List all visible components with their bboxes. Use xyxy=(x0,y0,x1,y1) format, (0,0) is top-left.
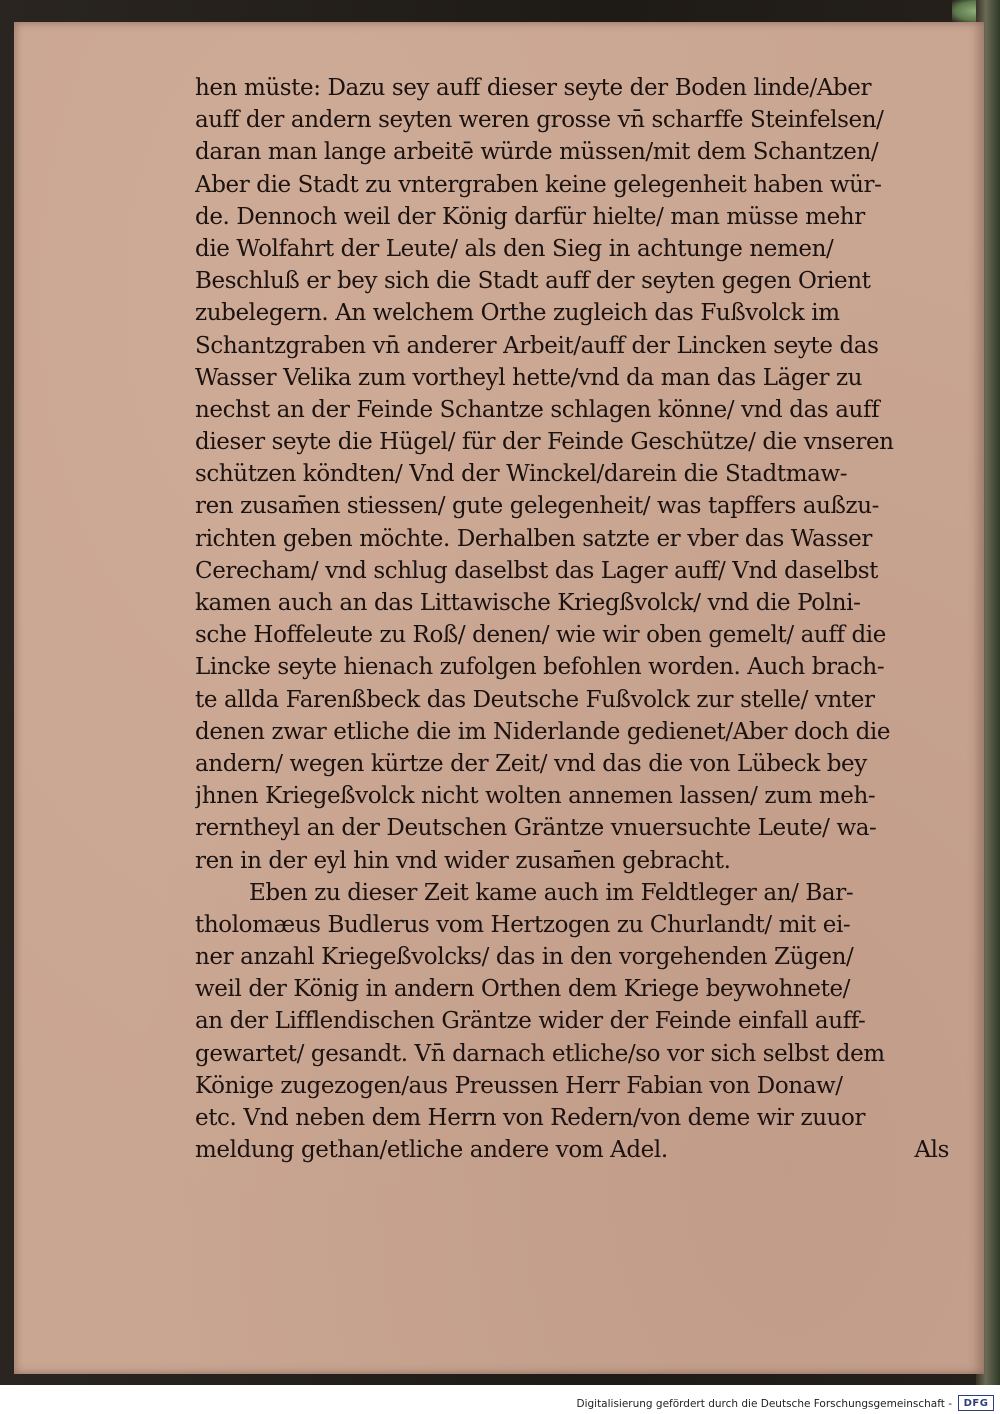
text-line: kamen auch an das Littawische Kriegßvolck/ vnd die Polni- xyxy=(195,590,861,616)
text-line-final xyxy=(195,1134,955,1166)
text-line: Beschluß er bey sich die Stadt auff der seyten gegen Orient xyxy=(195,268,871,295)
footer-credit: Digitalisierung gefördert durch die Deutsche Forschungsgemeinschaft - xyxy=(576,1398,952,1410)
text-line: denen zwar etliche die im Niderlande gedienet/Aber doch die xyxy=(195,718,891,745)
text-line: hen müste: Dazu sey auff dieser seyte der Boden linde/Aber xyxy=(195,75,872,101)
text-line: meldung gethan/etliche andere vom Adel. xyxy=(195,1137,668,1164)
text-line: schützen köndten/ Vnd der Winckel/darein die Stadtmaw- xyxy=(195,461,848,488)
dfg-logo: DFG xyxy=(958,1395,994,1411)
text-line: tholomæus Budlerus vom Hertzogen zu Churlandt/ mit ei- xyxy=(195,911,851,938)
text-line: te allda Farenßbeck das Deutsche Fußvolck zur stelle/ vnter xyxy=(195,686,875,713)
text-line: Schantzgraben vn̄ anderer Arbeit/auff der Lincken seyte das xyxy=(195,332,879,359)
text-line: etc. Vnd neben dem Herrn von Redern/von deme wir zuuor xyxy=(195,1105,866,1131)
text-line: Cerecham/ vnd schlug daselbst das Lager auff/ Vnd daselbst xyxy=(195,557,878,584)
text-line: ren zusam̄en stiessen/ gute gelegenheit/ was tapffers außzu- xyxy=(195,493,879,520)
text-line: Lincke seyte hienach zufolgen befohlen worden. Auch brach- xyxy=(195,654,885,681)
catchword: Als xyxy=(914,1137,949,1164)
text-line: de. Dennoch weil der König darfür hielte/ man müsse mehr xyxy=(195,203,865,230)
text-line: rerntheyl an der Deutschen Gräntze vnuersuchte Leute/ wa- xyxy=(195,815,877,842)
text-line: an der Lifflendischen Gräntze wider der Feinde einfall auff- xyxy=(195,1008,866,1035)
text-line: dieser seyte die Hügel/ für der Feinde Geschütze/ die vnseren xyxy=(195,429,894,456)
text-line: Aber die Stadt zu vntergraben keine gelegenheit haben wür- xyxy=(195,171,882,198)
text-line: andern/ wegen kürtze der Zeit/ vnd das die von Lübeck bey xyxy=(195,750,867,777)
text-line: ren in der eyl hin vnd wider zusam̄en gebracht. xyxy=(195,847,731,874)
text-line: die Wolfahrt der Leute/ als den Sieg in achtunge nemen/ xyxy=(195,235,834,262)
text-line: Wasser Velika zum vortheyl hette/vnd da man das Läger zu xyxy=(195,364,863,391)
text-line: sche Hoffeleute zu Roß/ denen/ wie wir oben gemelt/ auff die xyxy=(195,622,886,649)
text-line: weil der König in andern Orthen dem Kriege beywohnete/ xyxy=(195,976,851,1003)
text-line: daran man lange arbeitē würde müssen/mit dem Schantzen/ xyxy=(195,139,879,166)
page-text xyxy=(195,72,955,1166)
text-line: Könige zugezogen/aus Preussen Herr Fabian von Donaw/ xyxy=(195,1072,843,1099)
text-line: nechst an der Feinde Schantze schlagen könne/ vnd das auff xyxy=(195,396,880,423)
text-line: zubelegern. An welchem Orthe zugleich das Fußvolck im xyxy=(195,300,840,327)
text-line: ner anzahl Kriegeßvolcks/ das in den vorgehenden Zügen/ xyxy=(195,944,854,971)
text-line: gewartet/ gesandt. Vn̄ darnach etliche/so vor sich selbst dem xyxy=(195,1040,885,1067)
text-line: jhnen Kriegeßvolck nicht wolten annemen lassen/ zum meh- xyxy=(195,783,876,810)
text-line: richten geben möchte. Derhalben satzte er vber das Wasser xyxy=(195,525,872,552)
text-line: auff der andern seyten weren grosse vn̄ scharffe Steinfelsen/ xyxy=(195,107,884,134)
text-line: Eben zu dieser Zeit kame auch im Feldtleger an/ Bar- xyxy=(249,879,854,906)
